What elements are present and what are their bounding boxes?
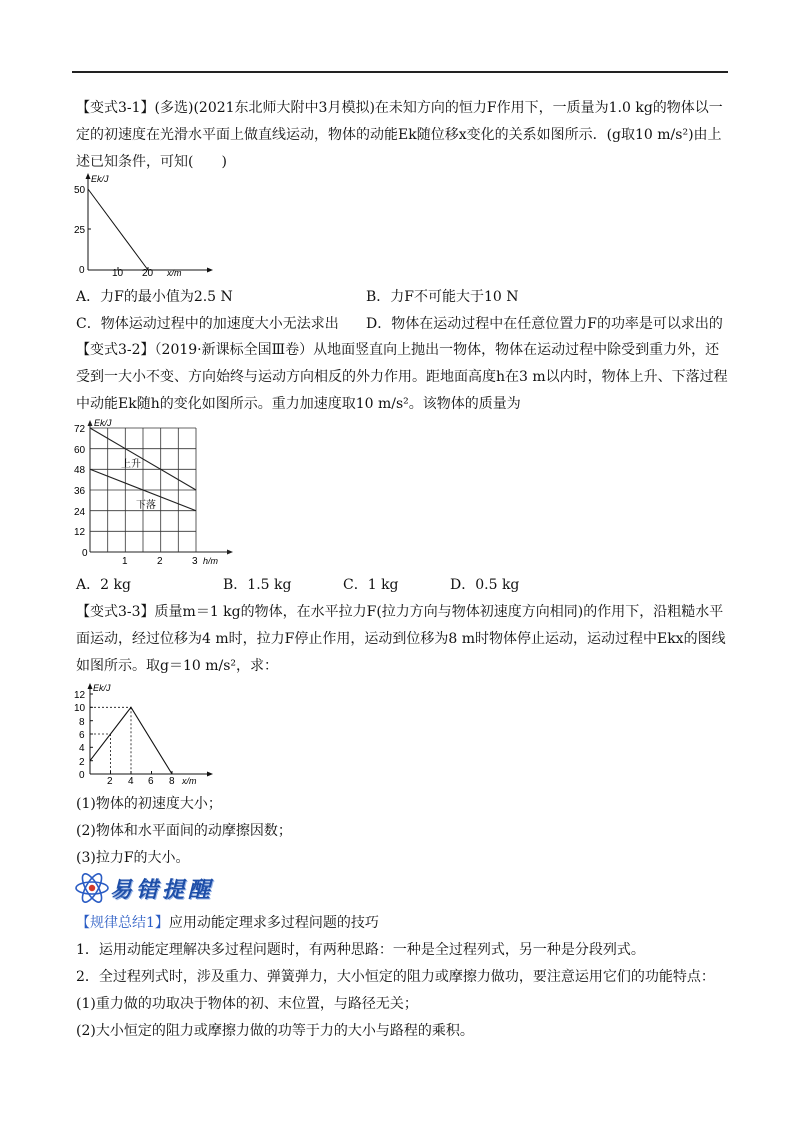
chart-3-2 <box>70 416 240 566</box>
chart-3-3-xtick: 8 <box>169 776 175 786</box>
question-3-3-text: 【变式3-3】质量m＝1 kg的物体，在水平拉力F(拉力方向与物体初速度方向相同)的作用下，沿粗糙水平面运动，经过位移为4 m时，拉力F停止作用，运动到位移为8 m时物体停止运动，运动过程中Ekx的图线如图所示。取g＝10 m/s²，求： <box>76 604 726 674</box>
chart-3-2-ylabel: Ek/J <box>94 418 112 428</box>
chart-3-2-xlabel: h/m <box>203 556 219 566</box>
question-3-3-tag: 【变式3-3】 <box>76 604 155 620</box>
chart-3-3-ytick: 2 <box>79 757 85 768</box>
chart-3-3-xtick: 4 <box>128 776 134 786</box>
chart-3-3-ytick: 8 <box>79 717 85 728</box>
chart-3-1-xlabel: x/m <box>167 268 182 278</box>
chart-3-2-xtick: 1 <box>122 556 128 566</box>
chart-3-2-ytick: 0 <box>82 548 88 559</box>
chart-3-2-xtick: 2 <box>157 556 163 566</box>
chart-3-3-ytick: 6 <box>79 730 85 741</box>
summary-line-2: 2．全过程列式时，涉及重力、弹簧弹力，大小恒定的阻力或摩擦力做功，要注意运用它们的功能特点： <box>76 969 715 985</box>
atom-icon <box>74 872 110 904</box>
sub-question-2: (2)物体和水平面间的动摩擦因数； <box>76 823 292 839</box>
question-3-2-tag: 【变式3-2】 <box>76 342 155 358</box>
summary-title: 应用动能定理求多过程问题的技巧 <box>168 915 379 931</box>
header-rule <box>72 71 728 73</box>
option-d: D．0.5 kg <box>450 577 520 593</box>
summary-tag: 【规律总结1】 <box>76 915 169 931</box>
summary-line-3: (1)重力做的功取决于物体的初、末位置，与路径无关； <box>76 996 418 1012</box>
option-b: B．1.5 kg <box>223 577 292 593</box>
option-a: A．2 kg <box>76 577 131 593</box>
chart-3-2-ytick: 48 <box>74 465 86 476</box>
question-3-1-text: 【变式3-1】(多选)(2021东北师大附中3月模拟)在未知方向的恒力F作用下，一质量为1.0 kg的物体以一定的初速度在光滑水平面上做直线运动，物体的动能Ek随位移x变化的关系如图所示．(g取10 m/s²)由上述已知条件，可知( ) <box>76 100 723 170</box>
section-logo <box>74 872 214 904</box>
chart-3-3-xlabel: x/m <box>182 776 197 786</box>
chart-3-1-ytick: 0 <box>79 265 85 276</box>
chart-3-2-ytick: 12 <box>74 527 86 538</box>
chart-3-3-xtick: 2 <box>107 776 113 786</box>
chart-3-3-ytick: 0 <box>79 770 85 781</box>
chart-3-1-xtick: 10 <box>112 268 124 278</box>
chart-3-2-down-label: 下落 <box>136 500 156 511</box>
sub-question-1: (1)物体的初速度大小； <box>76 796 222 812</box>
option-b: B．力F不可能大于10 N <box>366 289 519 305</box>
chart-3-1-xtick: 20 <box>142 268 154 278</box>
option-c: C．物体运动过程中的加速度大小无法求出 <box>76 316 339 332</box>
question-3-2-text: 【变式3-2】（2019·新课标全国Ⅲ卷）从地面竖直向上抛出一物体，物体在运动过程中除受到重力外，还受到一大小不变、方向始终与运动方向相反的外力作用。距地面高度h在3 m以内时，物体上升、下落过程中动能Ek随h的变化如图所示。重力加速度取10 m/s²。该物体的质量为 <box>76 342 728 412</box>
chart-3-1-ylabel: Ek/J <box>91 174 109 184</box>
chart-3-2-ytick: 24 <box>74 507 86 518</box>
chart-3-3 <box>70 680 220 786</box>
chart-3-3-ylabel: Ek/J <box>93 683 111 693</box>
chart-3-2-ytick: 72 <box>74 424 86 435</box>
option-d: D．物体在运动过程中在任意位置力F的功率是可以求出的 <box>366 316 723 332</box>
chart-3-3-xtick: 6 <box>148 776 154 786</box>
chart-3-3-ytick: 10 <box>74 703 86 714</box>
section-logo-text: 易错提醒 <box>110 877 215 903</box>
chart-3-1-ytick: 25 <box>74 225 86 236</box>
chart-3-1 <box>70 170 220 278</box>
summary-line-4: (2)大小恒定的阻力或摩擦力做的功等于力的大小与路程的乘积。 <box>76 1023 474 1039</box>
summary-heading <box>76 910 379 937</box>
question-3-1-tag: 【变式3-1】 <box>76 100 155 116</box>
chart-3-1-data-line <box>88 189 148 270</box>
sub-question-3: (3)拉力F的大小。 <box>76 850 190 866</box>
question-3-1-options <box>76 284 732 338</box>
option-a: A．力F的最小值为2.5 N <box>76 289 233 305</box>
chart-3-3-ytick: 4 <box>79 743 85 754</box>
chart-3-1-ytick: 50 <box>74 185 86 196</box>
option-c: C．1 kg <box>343 577 399 593</box>
chart-3-2-up-label: 上升 <box>121 459 141 470</box>
chart-3-2-ytick: 36 <box>74 486 86 497</box>
summary-line-1: 1．运用动能定理解决多过程问题时，有两种思路：一种是全过程列式，另一种是分段列式。 <box>76 942 645 958</box>
chart-3-2-xtick: 3 <box>192 556 198 566</box>
question-3-2-options <box>76 572 732 599</box>
chart-3-2-ytick: 60 <box>74 445 86 456</box>
chart-3-3-ytick: 12 <box>74 690 86 701</box>
